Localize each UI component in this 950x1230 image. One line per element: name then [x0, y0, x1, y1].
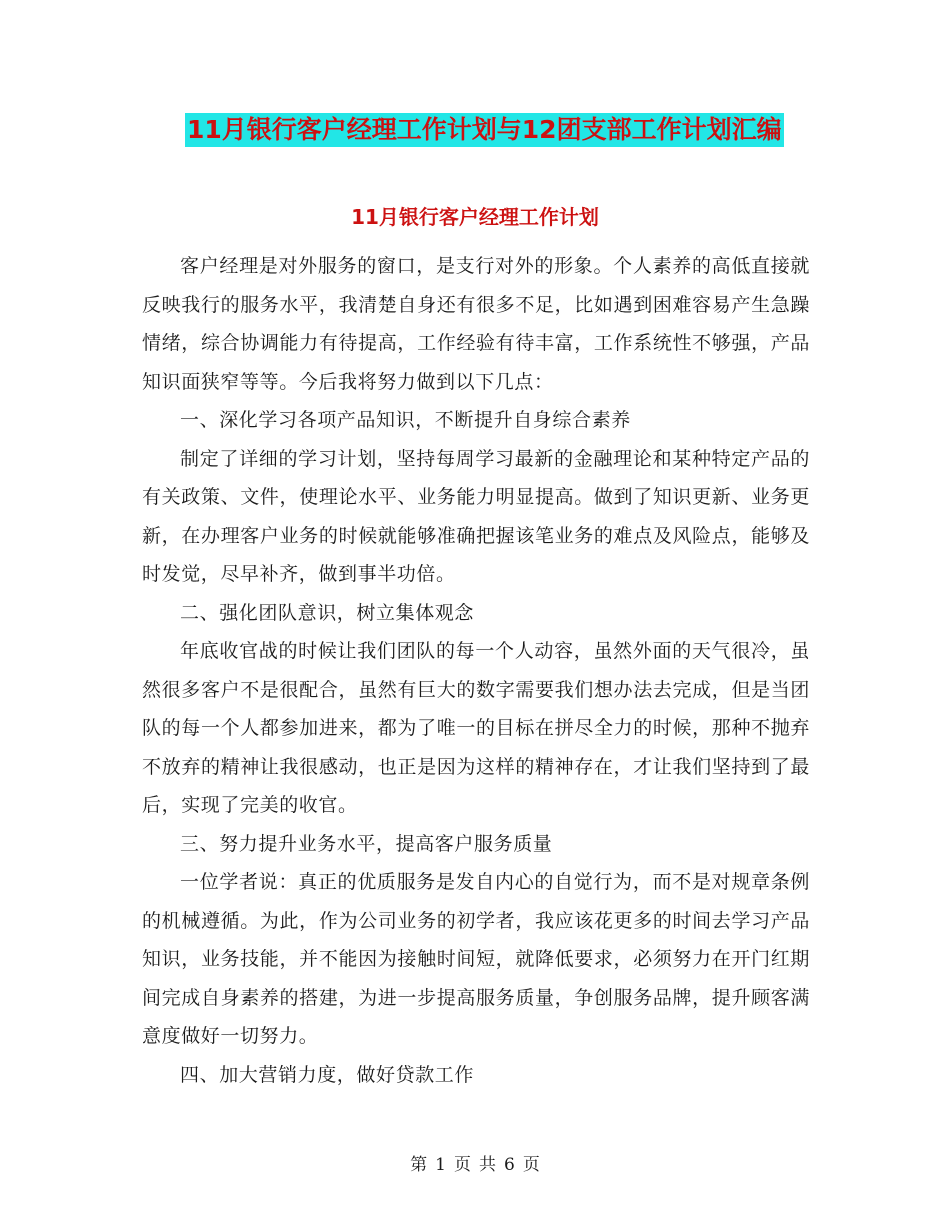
heading-point-4: 四、加大营销力度，做好贷款工作 [180, 1063, 475, 1086]
document-body [142, 247, 810, 1094]
paragraph-intro: 客户经理是对外服务的窗口，是支行对外的形象。个人素养的高低直接就反映我行的服务水平，我清楚自身还有很多不足，比如遇到困难容易产生急躁情绪，综合协调能力有待提高，工作经验有待丰富，工作系统性不够强，产品知识面狭窄等等。今后我将努力做到以下几点： [142, 255, 810, 393]
document-main-title: 11月银行客户经理工作计划与12团支部工作计划汇编 [185, 113, 784, 147]
paragraph-point-1: 制定了详细的学习计划，坚持每周学习最新的金融理论和某种特定产品的有关政策、文件，使理论水平、业务能力明显提高。做到了知识更新、业务更新，在办理客户业务的时候就能够准确把握该笔业务的难点及风险点，能够及时发觉，尽早补齐，做到事半功倍。 [142, 447, 810, 585]
footer-suffix: 页 [522, 1155, 540, 1175]
total-page-count: 6 [504, 1155, 515, 1175]
footer-prefix: 第 [410, 1155, 428, 1175]
section-title: 11月银行客户经理工作计划 [351, 205, 599, 229]
paragraph-point-2: 年底收官战的时候让我们团队的每一个人动容，虽然外面的天气很冷，虽然很多客户不是很配合，虽然有巨大的数字需要我们想办法去完成，但是当团队的每一个人都参加进来，都为了唯一的目标在拼尽全力的时候，那种不抛弃不放弃的精神让我很感动，也正是因为这样的精神存在，才让我们坚持到了最后，实现了完美的收官。 [142, 640, 810, 816]
footer-total-prefix: 共 [479, 1155, 496, 1175]
heading-point-3: 三、努力提升业务水平，提高客户服务质量 [180, 832, 553, 855]
page-number-footer [0, 1152, 950, 1178]
footer-page-word: 页 [454, 1155, 471, 1175]
heading-point-2: 二、强化团队意识，树立集体观念 [180, 601, 475, 624]
paragraph-point-3: 一位学者说：真正的优质服务是发自内心的自觉行为，而不是对规章条例的机械遵循。为此，作为公司业务的初学者，我应该花更多的时间去学习产品知识，业务技能，并不能因为接触时间短，就降低要求，必须努力在开门红期间完成自身素养的搭建，为进一步提高服务质量，争创服务品牌，提升顾客满意度做好一切努力。 [142, 871, 810, 1047]
current-page-number: 1 [435, 1155, 446, 1175]
heading-point-1: 一、深化学习各项产品知识，不断提升自身综合素养 [180, 409, 631, 431]
